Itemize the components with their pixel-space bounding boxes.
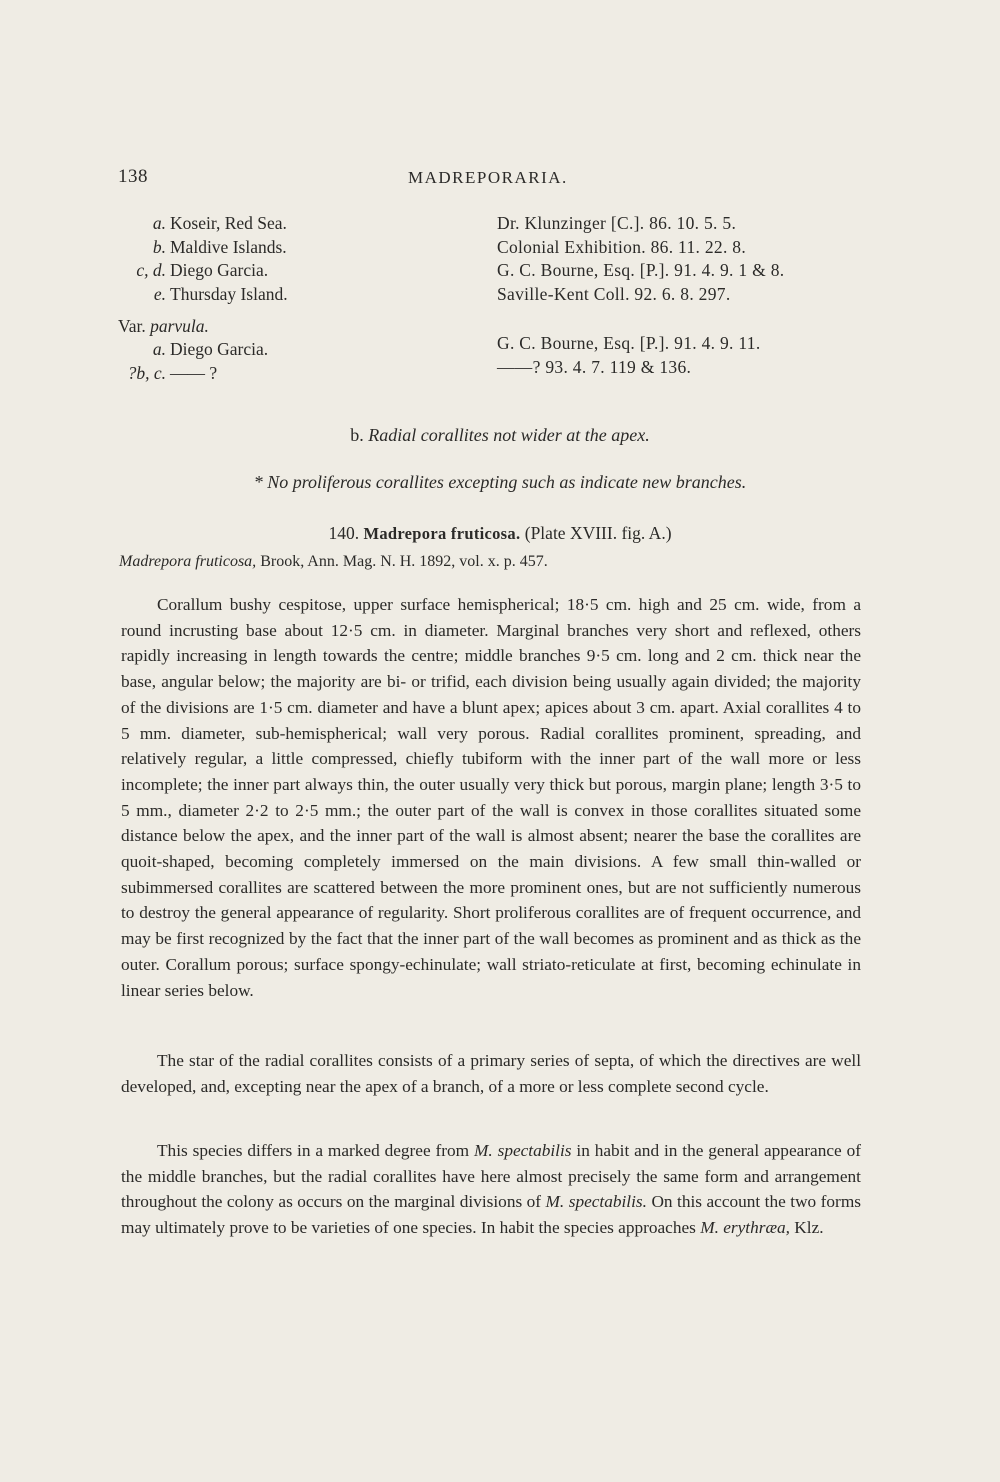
specimen-localities — [120, 213, 480, 307]
section-heading: b. Radial corallites not wider at the apex. — [350, 425, 650, 445]
comparison-text — [121, 1138, 861, 1241]
paragraph: The star of the radial corallites consists of a primary series of septa, of which the directives are well developed, and, excepting near the apex of a branch, of a more or less complete second cycle. — [121, 1051, 861, 1096]
page-number: 138 — [118, 166, 148, 187]
specimen-row: e. Thursday Island. — [153, 283, 288, 304]
synonymy-reference: Madrepora fruticosa, Brook, Ann. Mag. N. H. 1892, vol. x. p. 457. — [119, 553, 548, 570]
species-heading: 140. Madrepora fruticosa. (Plate XVIII. fig. A.) — [328, 523, 672, 543]
paragraph: This species differs in a marked degree from M. spectabilis in habit and in the general appearance of the middle branches, but the radial corallites have here almost precisely the same form and arrangement throughout the colony as occurs on the marginal divisions of M. spectabilis. On this account the two forms may ultimately prove to be varieties of one species. In habit the species approaches M. erythræa, Klz. — [121, 1141, 861, 1238]
specimen-source: Colonial Exhibition. 86. 11. 22. 8. — [497, 236, 747, 257]
specimen-sources — [497, 213, 897, 307]
plate-reference: (Plate XVIII. fig. A.) — [524, 523, 672, 543]
description-text — [121, 592, 861, 1003]
variety-sources — [497, 333, 897, 380]
species-name: Madrepora fruticosa. — [363, 524, 521, 543]
specimen-source: G. C. Bourne, Esq. [P.]. 91. 4. 9. 1 & 8. — [497, 260, 785, 280]
running-title: MADREPORARIA. — [408, 168, 568, 187]
specimen-row: a. Koseir, Red Sea. — [152, 213, 287, 233]
specimen-row: ?b, c. —— ? — [127, 362, 218, 383]
specimen-row: a. Diego Garcia. — [152, 339, 269, 359]
specimen-source: Dr. Klunzinger [C.]. 86. 10. 5. 5. — [497, 213, 737, 233]
specimen-source: G. C. Bourne, Esq. [P.]. 91. 4. 9. 11. — [497, 333, 761, 353]
septa-text — [121, 1048, 861, 1099]
variety-heading: Var. parvula. — [118, 316, 209, 336]
subsection-heading: * No proliferous corallites excepting such as indicate new branches. — [253, 472, 747, 492]
paragraph: Corallum bushy cespitose, upper surface hemispherical; 18·5 cm. high and 25 cm. wide, from a round incrusting base about 12·5 cm. in diameter. Marginal branches very short and reflexed, others rapidly increasing in length towards the centre; middle branches 9·5 cm. long and 2 cm. thick near the base, angular below; the majority are bi- or trifid, each division being usually again divided; the majority of the divisions are 1·5 cm. diameter and have a blunt apex; apices about 3 cm. apart. Axial corallites 4 to 5 mm. diameter, sub-hemispherical; wall very porous. Radial corallites prominent, spreading, and relatively regular, a little compressed, chiefly tubiform with the inner part of the wall more or less incomplete; the inner part always thin, the outer usually very thick but porous, margin plane; length 3·5 to 5 mm., diameter 2·2 to 2·5 mm.; the outer part of the wall is convex in those corallites situated some distance below the apex, and the inner part of the wall is almost absent; nearer the base the corallites are quoit-shaped, becoming completely immersed on the main divisions. A few small thin-walled or subimmersed corallites are scattered between the more prominent ones, but are not sufficiently numerous to destroy the general appearance of regularity. Short proliferous corallites are of frequent occurrence, and may be first recognized by the fact that the inner part of the wall becomes as prominent and as thick as the outer. Corallum porous; surface spongy-echinulate; wall striato-reticulate at first, becoming echinulate in linear series below. — [121, 595, 861, 1000]
specimen-source: Saville-Kent Coll. 92. 6. 8. 297. — [497, 283, 731, 304]
specimen-source: ——? 93. 4. 7. 119 & 136. — [497, 356, 692, 377]
variety-localities — [120, 339, 480, 386]
specimen-row: c, d. Diego Garcia. — [136, 260, 269, 280]
specimen-row: b. Maldive Islands. — [152, 236, 287, 257]
